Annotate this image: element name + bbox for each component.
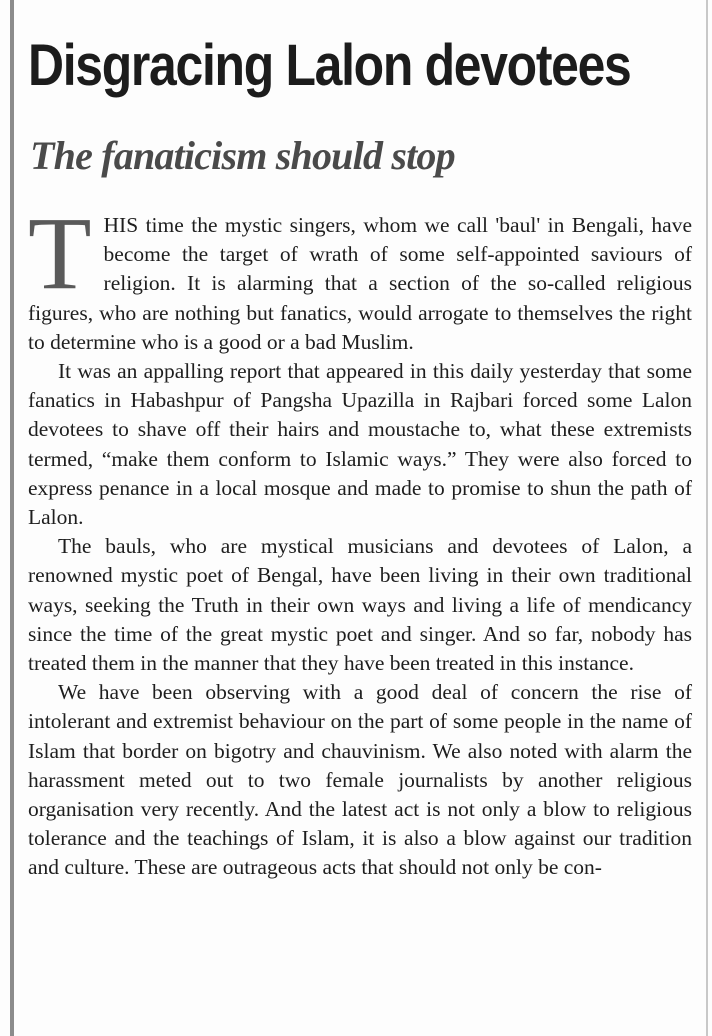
- paragraph-4: We have been observing with a good deal of concern the rise of intolerant and extremist behaviour on the part of some people in the name of Islam that border on bigotry and chauvinism. We also noted with alarm the harassment meted out to two female journalists by another religious organisation very recently. And the latest act is not only a blow to religious tolerance and the teachings of Islam, it is also a blow against our tradition and culture. These are outrageous acts that should not only be con-: [28, 680, 692, 880]
- headline: Disgracing Lalon devotees: [28, 33, 631, 98]
- paragraph-3: The bauls, who are mystical musicians and devotees of Lalon, a renowned mystic poet of Bengal, have been living in their own traditional ways, seeking the Truth in their own ways and living a life of mendicancy since the time of the great mystic poet and singer. And so far, nobody has treated them in the manner that they have been treated in this instance.: [28, 534, 692, 676]
- article-body: [28, 196, 692, 883]
- left-column-rule: [10, 0, 14, 1036]
- paragraph-1: [28, 196, 692, 357]
- paragraph-1-text: HIS time the mystic singers, whom we call 'baul' in Bengali, have become the target of wrath of some self-appointed saviours of religion. It is alarming that a section of the so-called religious figures, who are nothing but fanatics, would arrogate to themselves the right to determine who is a good or a bad Muslim.: [28, 213, 692, 354]
- drop-cap: T: [28, 196, 92, 311]
- paragraph-2: It was an appalling report that appeared in this daily yesterday that some fanatics in Habashpur of Pangsha Upazilla in Rajbari forced some Lalon devotees to shave off their hairs and moustache to, what these extremists termed, “make them conform to Islamic ways.” They were also forced to express penance in a local mosque and made to promise to shun the path of Lalon.: [28, 359, 692, 530]
- subheadline: The fanaticism should stop: [30, 133, 455, 178]
- right-column-rule: [706, 0, 708, 1036]
